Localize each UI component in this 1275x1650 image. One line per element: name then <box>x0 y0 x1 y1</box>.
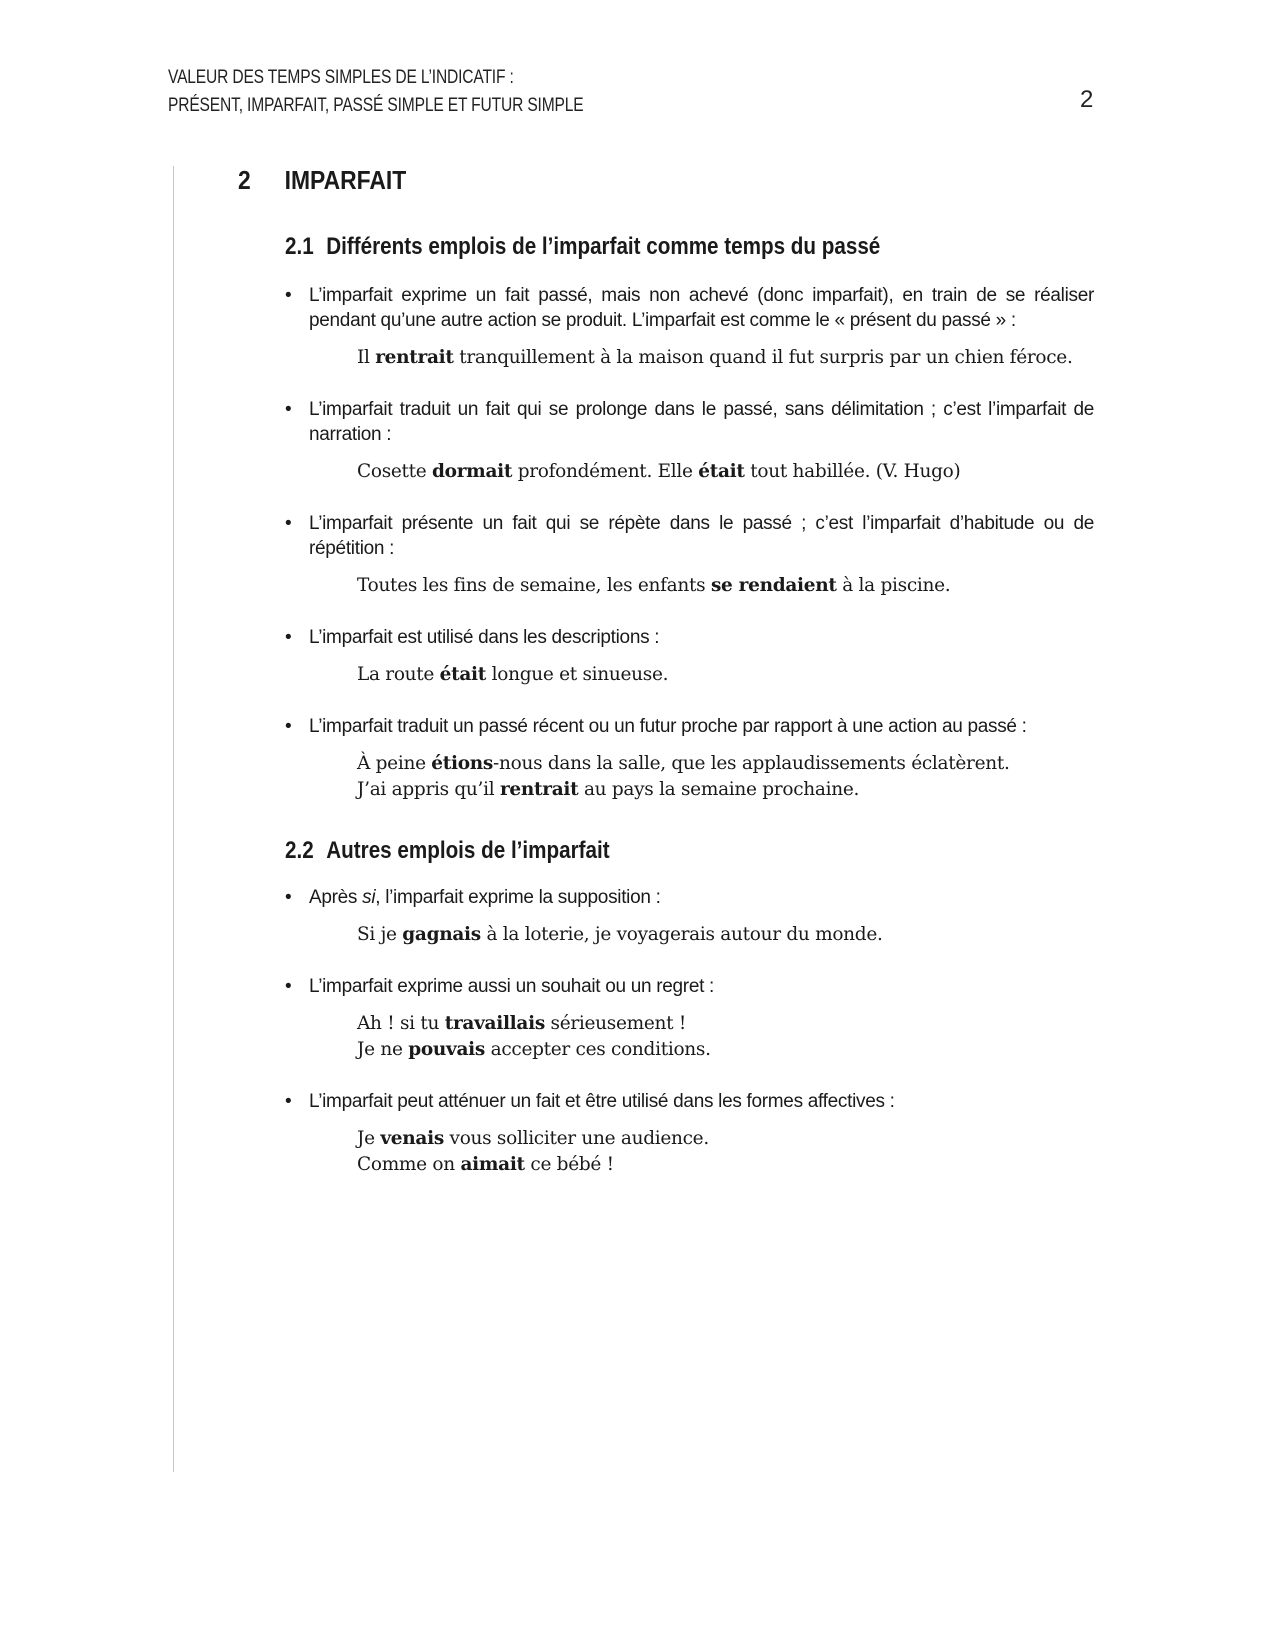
page-content <box>238 162 1094 1204</box>
example-block <box>357 1126 1094 1178</box>
text-segment: à la loterie, je voyagerais autour du monde. <box>480 924 883 945</box>
text-segment: Cosette <box>357 461 433 482</box>
emphasized-verb: rentrait <box>499 779 579 800</box>
example-sentence <box>357 777 1094 803</box>
page-number: 2 <box>1080 86 1094 113</box>
bullet-text <box>309 625 1094 650</box>
subsection-title: Autres emplois de l’imparfait <box>326 837 610 864</box>
bullet-item <box>285 885 1094 948</box>
text-segment: accepter ces conditions. <box>485 1039 711 1060</box>
example-block <box>357 662 1094 688</box>
text-segment: À peine <box>357 753 432 774</box>
example-sentence <box>357 459 1094 485</box>
text-segment: Toutes les fins de semaine, les enfants <box>357 575 711 596</box>
text-segment: Comme on <box>357 1154 461 1175</box>
text-segment: ce bébé ! <box>524 1154 614 1175</box>
text-segment: tout habillée. (V. Hugo) <box>744 461 961 482</box>
text-segment: L’imparfait traduit un passé récent ou un futur proche par rapport à une action au passé : <box>309 716 1027 737</box>
subsection <box>238 835 1094 1178</box>
text-segment: à la piscine. <box>836 575 951 596</box>
text-segment: Si je <box>357 924 403 945</box>
bullet-item <box>285 511 1094 599</box>
subsections <box>238 231 1094 1178</box>
text-segment: profondément. Elle <box>512 461 699 482</box>
text-segment: L’imparfait peut atténuer un fait et être utilisé dans les formes affectives : <box>309 1091 895 1112</box>
example-sentence <box>357 1126 1094 1152</box>
italic-text: si <box>362 887 376 908</box>
subsection-number: 2.2 <box>285 837 314 864</box>
text-segment: , l’imparfait exprime la supposition : <box>375 887 661 908</box>
text-segment: tranquillement à la maison quand il fut surpris par un chien féroce. <box>453 347 1073 368</box>
example-block <box>357 1011 1094 1063</box>
text-segment: J’ai appris qu’il <box>357 779 500 800</box>
bullet-icon: • <box>285 399 292 420</box>
emphasized-verb: aimait <box>460 1154 525 1175</box>
bullet-icon: • <box>285 285 292 306</box>
text-segment: longue et sinueuse. <box>486 664 669 685</box>
subsection-heading <box>285 835 981 867</box>
text-segment: Je ne <box>357 1039 409 1060</box>
bullet-item <box>285 714 1094 803</box>
text-segment: L’imparfait exprime un fait passé, mais non achevé (donc imparfait), en train de se réaliser pendant qu’une autre action se produit. L’imparfait est comme le « présent du passé » : <box>309 285 1094 331</box>
running-header-line1: VALEUR DES TEMPS SIMPLES DE L’INDICATIF : <box>168 67 514 88</box>
bullet-item <box>285 1089 1094 1178</box>
emphasized-verb: gagnais <box>402 924 481 945</box>
text-segment: au pays la semaine prochaine. <box>578 779 860 800</box>
emphasized-verb: pouvais <box>408 1039 486 1060</box>
example-sentence <box>357 1011 1094 1037</box>
bullet-text <box>309 397 1094 447</box>
example-sentence <box>357 662 1094 688</box>
subsection <box>238 231 1094 803</box>
bullet-text <box>309 714 1094 739</box>
bullet-icon: • <box>285 976 292 997</box>
text-segment: -nous dans la salle, que les applaudissements éclatèrent. <box>493 753 1010 774</box>
bullet-item <box>285 625 1094 688</box>
text-segment: L’imparfait exprime aussi un souhait ou un regret : <box>309 976 715 997</box>
example-block <box>357 922 1094 948</box>
margin-rule <box>173 166 174 1472</box>
example-block <box>357 751 1094 803</box>
text-segment: vous solliciter une audience. <box>443 1128 709 1149</box>
text-segment: Ah ! si tu <box>357 1013 445 1034</box>
bullet-text <box>309 974 1094 999</box>
subsection-heading <box>285 231 981 263</box>
example-sentence <box>357 1037 1094 1063</box>
running-header-line2: PRÉSENT, IMPARFAIT, PASSÉ SIMPLE ET FUTUR SIMPLE <box>168 95 584 116</box>
bullet-text <box>309 1089 1094 1114</box>
emphasized-verb: étions <box>431 753 494 774</box>
example-sentence <box>357 1152 1094 1178</box>
emphasized-verb: dormait <box>432 461 513 482</box>
bullet-text <box>309 511 1094 561</box>
bullet-icon: • <box>285 716 292 737</box>
text-segment: Il <box>357 347 376 368</box>
example-sentence <box>357 345 1094 371</box>
text-segment: La route <box>357 664 440 685</box>
bullet-text <box>309 885 1094 910</box>
emphasized-verb: était <box>698 461 745 482</box>
section-title: IMPARFAIT <box>284 165 407 195</box>
bullet-item <box>285 974 1094 1063</box>
text-segment: Je <box>357 1128 381 1149</box>
example-sentence <box>357 922 1094 948</box>
example-block <box>357 345 1094 371</box>
bullet-icon: • <box>285 627 292 648</box>
bullet-item <box>285 397 1094 485</box>
emphasized-verb: rentrait <box>375 347 454 368</box>
bullet-item <box>285 283 1094 371</box>
emphasized-verb: venais <box>380 1128 444 1149</box>
text-segment: Après <box>309 887 363 908</box>
bullet-text <box>309 283 1094 333</box>
text-segment: L’imparfait présente un fait qui se répète dans le passé ; c’est l’imparfait d’habitude ou de répétition : <box>309 513 1094 559</box>
bullet-icon: • <box>285 513 292 534</box>
section-number: 2 <box>238 165 251 195</box>
subsection-title: Différents emplois de l’imparfait comme temps du passé <box>326 233 881 260</box>
bullet-icon: • <box>285 887 292 908</box>
text-segment: L’imparfait est utilisé dans les descriptions : <box>309 627 660 648</box>
example-sentence <box>357 751 1094 777</box>
example-block <box>357 459 1094 485</box>
example-block <box>357 573 1094 599</box>
section-heading <box>238 162 991 198</box>
subsection-number: 2.1 <box>285 233 314 260</box>
text-segment: L’imparfait traduit un fait qui se prolonge dans le passé, sans délimitation ; c’est l’imparfait de narration : <box>309 399 1094 445</box>
bullet-icon: • <box>285 1091 292 1112</box>
emphasized-verb: travaillais <box>444 1013 545 1034</box>
emphasized-verb: était <box>439 664 487 685</box>
text-segment: sérieusement ! <box>544 1013 686 1034</box>
running-header <box>168 64 583 120</box>
example-sentence <box>357 573 1094 599</box>
emphasized-verb: se rendaient <box>710 575 837 596</box>
